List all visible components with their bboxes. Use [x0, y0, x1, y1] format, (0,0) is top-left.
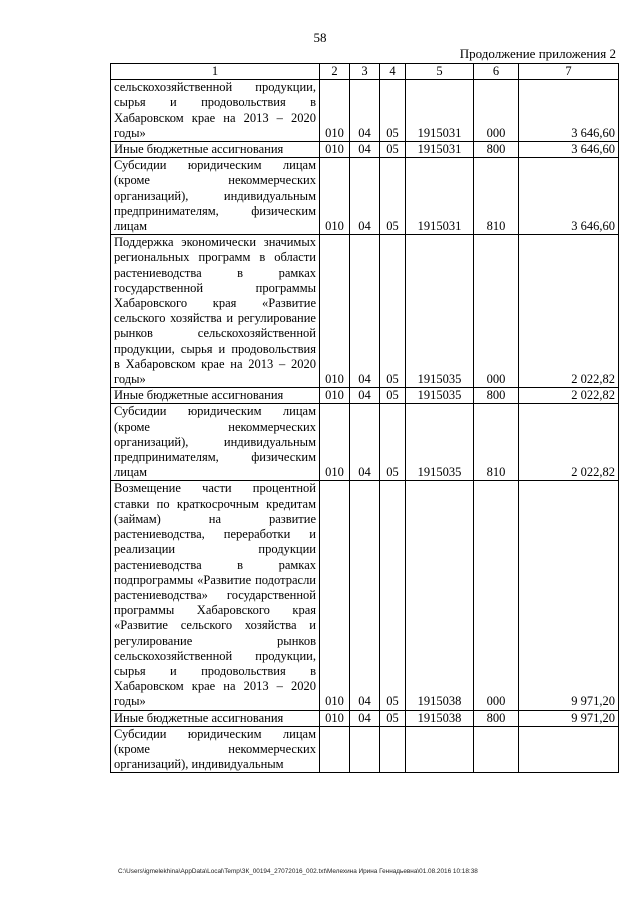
- row-description: Субсидии юридическим лицам (кроме некоммерческих организаций), индивидуальным предпринимателям, физическим лицам: [111, 404, 320, 481]
- section-code: 04: [350, 158, 380, 235]
- row-description: Субсидии юридическим лицам (кроме некоммерческих организаций), индивидуальным предпринимателям, физическим лицам: [111, 158, 320, 235]
- section-code: 04: [350, 388, 380, 404]
- ministry-code: 010: [320, 80, 350, 142]
- column-header: 2: [320, 64, 350, 80]
- subsection-code: 05: [380, 710, 406, 726]
- amount: 3 646,60: [519, 80, 619, 142]
- subsection-code: 05: [380, 388, 406, 404]
- row-description: Иные бюджетные ассигнования: [111, 710, 320, 726]
- target-article-code: 1915038: [406, 710, 474, 726]
- amount: 9 971,20: [519, 710, 619, 726]
- ministry-code: 010: [320, 404, 350, 481]
- continuation-label: Продолжение приложения 2: [459, 46, 616, 61]
- section-code: 04: [350, 404, 380, 481]
- table-row: [111, 726, 619, 773]
- subsection-code: 05: [380, 142, 406, 158]
- expense-type-code: 800: [474, 388, 519, 404]
- target-article-code: 1915031: [406, 80, 474, 142]
- row-description: Возмещение части процентной ставки по краткосрочным кредитам (займам) на развитие растениеводства, переработки и реализации продукции растениеводства в рамках подпрограммы «Развитие подотрасли растениеводства» государственной программы Хабаровского края «Развитие сельского хозяйства и регулирование рынков сельскохозяйственной продукции, сырья и продовольствия в Хабаровском крае на 2013 – 2020 годы»: [111, 481, 320, 710]
- target-article-code: 1915035: [406, 388, 474, 404]
- table-row: [111, 388, 619, 404]
- table-row: [111, 158, 619, 235]
- section-code: 04: [350, 235, 380, 388]
- ministry-code: 010: [320, 158, 350, 235]
- table-row: [111, 404, 619, 481]
- expense-type-code: 000: [474, 80, 519, 142]
- table-row: [111, 142, 619, 158]
- ministry-code: 010: [320, 710, 350, 726]
- target-article-code: 1915031: [406, 142, 474, 158]
- column-header: 3: [350, 64, 380, 80]
- expense-type-code: 800: [474, 142, 519, 158]
- row-description: Поддержка экономически значимых региональных программ в области растениеводства в рамках государственной программы Хабаровского края «Развитие сельского хозяйства и регулирование рынков сельскохозяйственной продукции, сырья и продовольствия в Хабаровском крае на 2013 – 2020 годы»: [111, 235, 320, 388]
- section-code: 04: [350, 481, 380, 710]
- target-article-code: 1915038: [406, 481, 474, 710]
- table-row: [111, 710, 619, 726]
- amount: 2 022,82: [519, 235, 619, 388]
- page-number: 58: [313, 30, 327, 45]
- row-description: сельскохозяйственной продукции, сырья и продовольствия в Хабаровском крае на 2013 – 2020 годы»: [111, 80, 320, 142]
- target-article-code: [406, 726, 474, 773]
- subsection-code: 05: [380, 80, 406, 142]
- ministry-code: 010: [320, 481, 350, 710]
- amount: 2 022,82: [519, 388, 619, 404]
- section-code: 04: [350, 142, 380, 158]
- budget-table: [110, 63, 619, 773]
- column-header: 4: [380, 64, 406, 80]
- ministry-code: 010: [320, 142, 350, 158]
- subsection-code: 05: [380, 404, 406, 481]
- amount: 2 022,82: [519, 404, 619, 481]
- column-header: 5: [406, 64, 474, 80]
- subsection-code: 05: [380, 158, 406, 235]
- amount: 9 971,20: [519, 481, 619, 710]
- ministry-code: 010: [320, 388, 350, 404]
- table-row: [111, 80, 619, 142]
- expense-type-code: 800: [474, 710, 519, 726]
- subsection-code: 05: [380, 235, 406, 388]
- column-header: 6: [474, 64, 519, 80]
- target-article-code: 1915035: [406, 404, 474, 481]
- amount: 3 646,60: [519, 158, 619, 235]
- expense-type-code: [474, 726, 519, 773]
- column-header: 1: [111, 64, 320, 80]
- target-article-code: 1915031: [406, 158, 474, 235]
- ministry-code: [320, 726, 350, 773]
- subsection-code: [380, 726, 406, 773]
- amount: [519, 726, 619, 773]
- ministry-code: 010: [320, 235, 350, 388]
- expense-type-code: 000: [474, 235, 519, 388]
- subsection-code: 05: [380, 481, 406, 710]
- target-article-code: 1915035: [406, 235, 474, 388]
- section-code: 04: [350, 80, 380, 142]
- row-description: Иные бюджетные ассигнования: [111, 388, 320, 404]
- amount: 3 646,60: [519, 142, 619, 158]
- section-code: 04: [350, 710, 380, 726]
- table-row: [111, 481, 619, 710]
- row-description: Иные бюджетные ассигнования: [111, 142, 320, 158]
- footer-file-path: C:\Users\igmelekhina\AppData\Local\Temp\ЗК_00194_27072016_002.txt\Мелехина Ирина Геннадьевна\01.08.2016 10:18:38: [118, 868, 478, 875]
- expense-type-code: 000: [474, 481, 519, 710]
- section-code: [350, 726, 380, 773]
- header-row: [111, 64, 619, 80]
- expense-type-code: 810: [474, 158, 519, 235]
- column-header: 7: [519, 64, 619, 80]
- row-description: Субсидии юридическим лицам (кроме некоммерческих организаций), индивидуальным: [111, 726, 320, 773]
- expense-type-code: 810: [474, 404, 519, 481]
- table-row: [111, 235, 619, 388]
